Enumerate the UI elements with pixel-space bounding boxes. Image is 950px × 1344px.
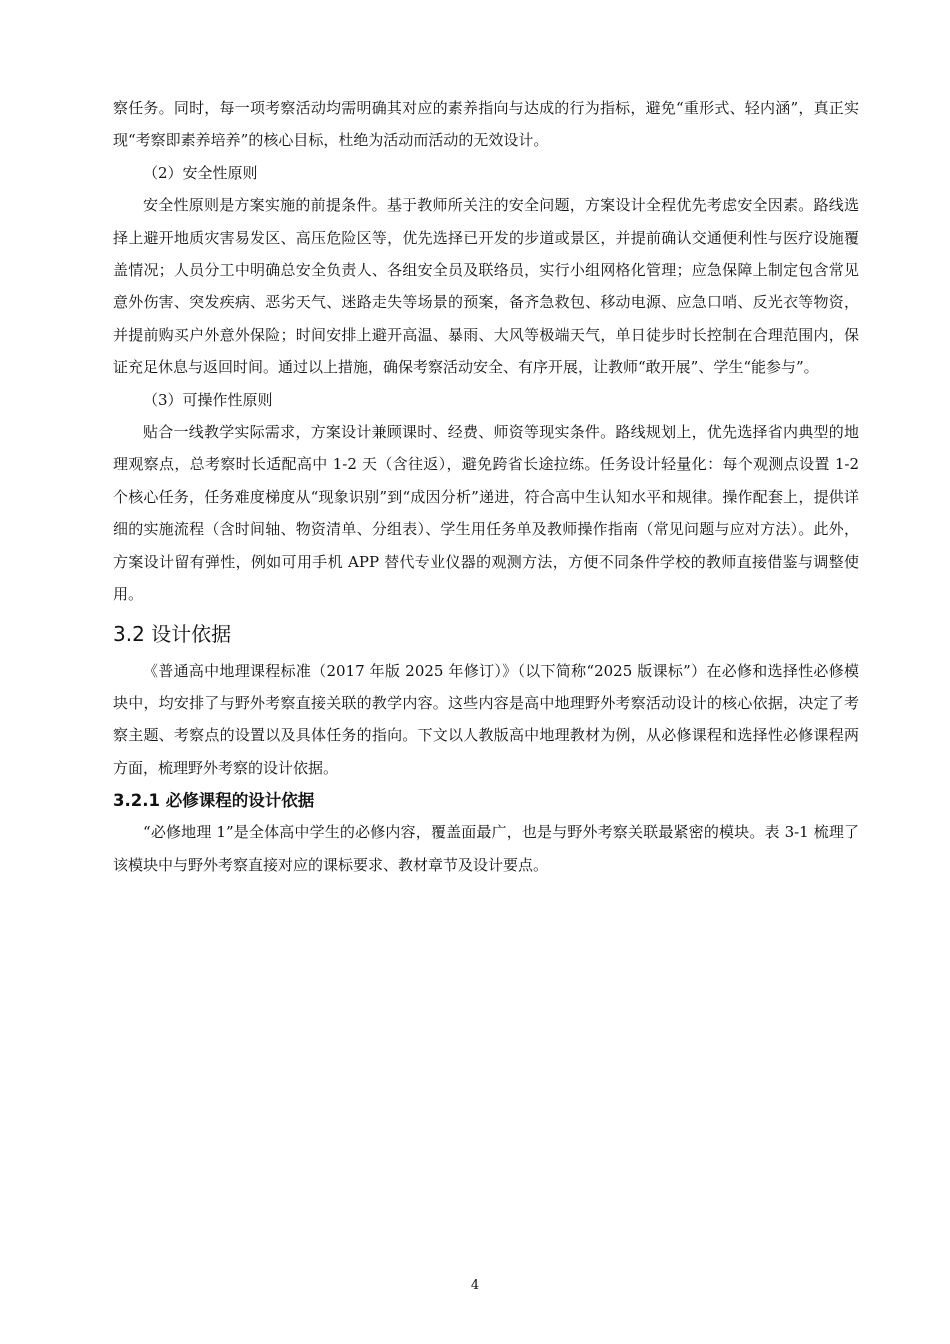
subsection-title-required-courses: 3.2.1 必修课程的设计依据 [113,791,315,811]
paragraph-design-basis: 《普通高中地理课程标准（2017 年版 2025 年修订）》（以下简称“2025 版课标”）在必修和选择性必修模块中，均安排了与野外考察直接关联的教学内容。这些内容是高中地理野外考察活动设计的核心依据，决定了考察主题、考察点的设置以及具体任务的指向。下文以人教版高中地理教材为例，从必修课程和选择性必修课程两方面，梳理野外考察的设计依据。 [113,661,859,777]
heading-operability-principle: （3）可操作性原则 [143,390,273,409]
paragraph-continuation: 察任务。同时，每一项考察活动均需明确其对应的素养指向与达成的行为指标，避免“重形式、轻内涵”，真正实现“考察即素养培养”的核心目标，杜绝为活动而活动的无效设计。 [113,99,859,150]
section-title-design-basis: 3.2 设计依据 [113,621,232,646]
heading-safety-principle: （2）安全性原则 [143,163,258,182]
paragraph-safety-principle: 安全性原则是方案实施的前提条件。基于教师所关注的安全问题，方案设计全程优先考虑安全因素。路线选择上避开地质灾害易发区、高压危险区等，优先选择已开发的步道或景区，并提前确认交通便利性与医疗设施覆盖情况；人员分工中明确总安全负责人、各组安全员及联络员，实行小组网格化管理；应急保障上制定包含常见意外伤害、突发疾病、恶劣天气、迷路走失等场景的预案，备齐急救包、移动电源、应急口哨、反光衣等物资，并提前购买户外意外保险；时间安排上避开高温、暴雨、大风等极端天气，单日徒步时长控制在合理范围内，保证充足休息与返回时间。通过以上措施，确保考察活动安全、有序开展，让教师“敢开展”、学生“能参与”。 [113,196,859,377]
paragraph-operability-principle: 贴合一线教学实际需求，方案设计兼顾课时、经费、师资等现实条件。路线规划上，优先选择省内典型的地理观察点，总考察时长适配高中 1-2 天（含往返），避免跨省长途拉练。任务设计轻量化：每个观测点设置 1-2 个核心任务，任务难度梯度从“现象识别”到“成因分析”递进，符合高中生认知水平和规律。操作配套上，提供详细的实施流程（含时间轴、物资清单、分组表）、学生用任务单及教师操作指南（常见问题与应对方法）。此外，方案设计留有弹性，例如可用手机 APP 替代专业仪器的观测方法，方便不同条件学校的教师直接借鉴与调整使用。 [113,423,859,604]
page-body [113,92,859,881]
page-number: 4 [470,1278,480,1293]
paragraph-required-courses: “必修地理 1”是全体高中学生的必修内容，覆盖面最广，也是与野外考察关联最紧密的模块。表 3-1 梳理了该模块中与野外考察直接对应的课标要求、教材章节及设计要点。 [113,823,859,874]
